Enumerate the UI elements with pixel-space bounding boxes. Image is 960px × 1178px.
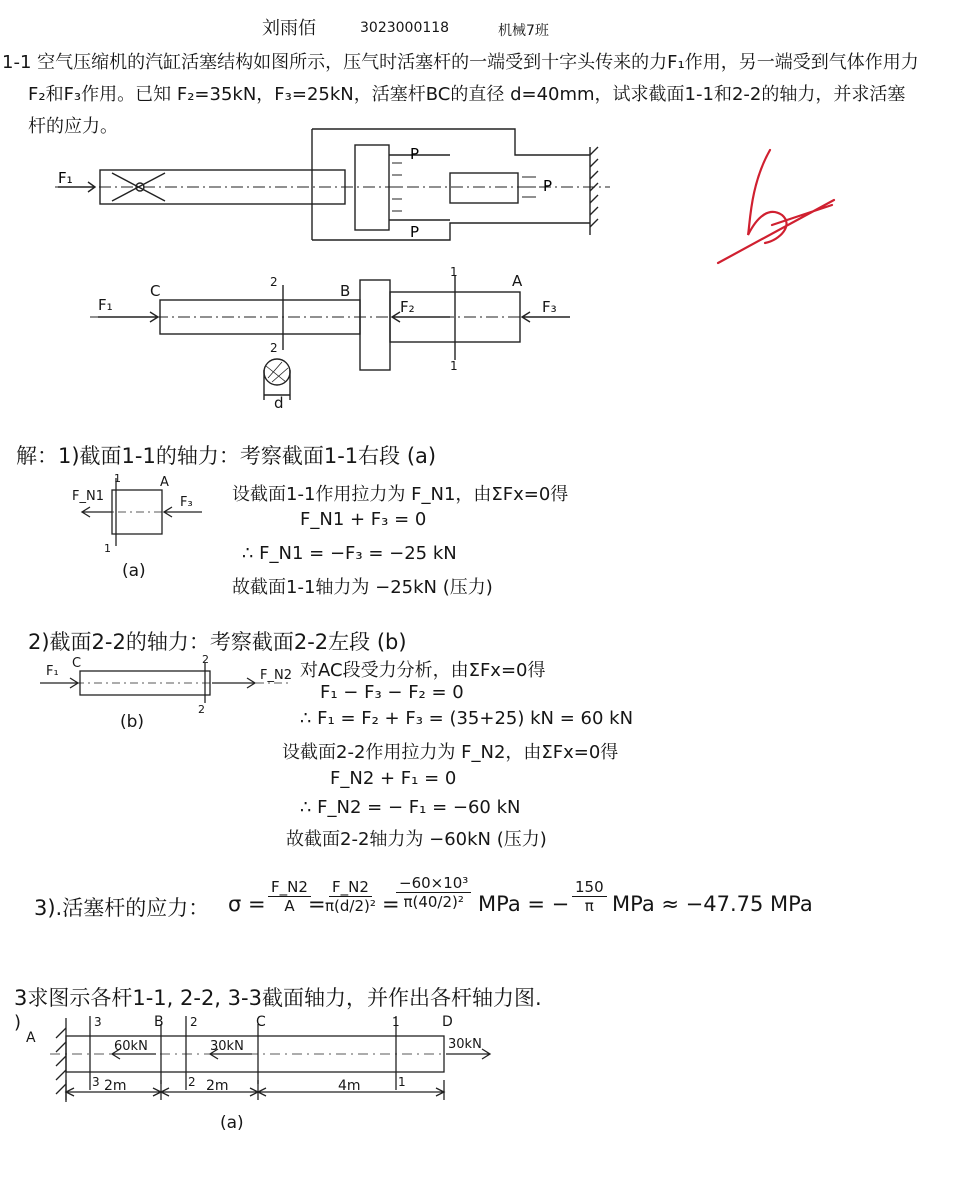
p3-sec-1-bottom: 1 — [398, 1075, 406, 1089]
fba-fn1: F_N1 — [72, 489, 104, 504]
stress-frac-2 — [322, 878, 379, 915]
cylinder-figure — [50, 125, 620, 250]
p3-len-ab: 2m — [104, 1078, 127, 1094]
solution-1-line1: 设截面1-1作用拉力为 F_N1，由ΣFx=0得 — [232, 484, 569, 505]
stress-frac-1 — [268, 878, 311, 915]
stress-eq-1: = — [308, 892, 326, 916]
fba-f3: F₃ — [180, 495, 193, 510]
rod-section-1-top: 1 — [450, 265, 458, 279]
fba-a: A — [160, 475, 169, 490]
fba-sec-bottom: 1 — [104, 542, 111, 555]
p3-sec-3-top: 3 — [94, 1015, 102, 1029]
solution-3-heading: 3).活塞杆的应力： — [34, 896, 210, 920]
solution-1-conclusion: 故截面1-1轴力为 −25kN (压力) — [232, 577, 493, 598]
fba-label: (a) — [122, 561, 146, 581]
problem-1-line-1 — [2, 48, 919, 74]
fbb-label: (b) — [120, 712, 145, 732]
free-body-b — [40, 655, 300, 735]
rod-label-a: A — [512, 272, 523, 290]
fbb-fn2: F_N2 — [260, 668, 292, 683]
p3-load-30b: 30kN — [448, 1037, 482, 1052]
fbb-c: C — [72, 656, 82, 671]
p3-sec-2-bottom: 2 — [188, 1075, 196, 1089]
p3-len-bc: 2m — [206, 1078, 229, 1094]
student-id: 3023000118 — [360, 20, 450, 36]
solution-2-eq1: F₁ − F₃ − F₂ = 0 — [320, 682, 464, 703]
problem-number: 1-1 — [2, 52, 32, 73]
stress-frac-4-num: 150 — [572, 878, 607, 897]
solution-2-line1: 对AC段受力分析，由ΣFx=0得 — [300, 660, 546, 681]
rod-section-2-top: 2 — [270, 275, 278, 289]
fig-p-label-top: P — [410, 145, 420, 163]
stress-frac-3 — [396, 874, 471, 911]
stress-sigma: σ = — [228, 892, 266, 916]
stress-frac-1-den: A — [284, 897, 295, 915]
stress-frac-3-num: −60×10³ — [396, 874, 471, 893]
stress-frac-2-num: F_N2 — [329, 878, 372, 897]
p3-load-60: 60kN — [114, 1039, 148, 1054]
rod-label-f3: F₃ — [542, 298, 557, 316]
fbb-f1: F₁ — [46, 664, 59, 679]
solution-2-heading: 2)截面2-2的轴力：考察截面2-2左段 (b) — [28, 630, 407, 654]
stress-frac-2-den: π(d/2)² — [325, 897, 376, 915]
problem-1-line-3: 杆的应力。 — [28, 116, 118, 137]
fig-p-label-bottom: P — [410, 223, 420, 241]
problem-3-heading: 3求图示各杆1-1, 2-2, 3-3截面轴力，并作出各杆轴力图. — [14, 986, 542, 1010]
fba-sec-top: 1 — [114, 472, 121, 485]
solution-2-eq3: F_N2 + F₁ = 0 — [330, 768, 457, 789]
solution-1-eq1: F_N1 + F₃ = 0 — [300, 509, 427, 530]
stress-mid-unit: MPa = − — [478, 892, 570, 916]
stress-eq-2: = — [382, 892, 400, 916]
fbb-sec-bottom: 2 — [198, 703, 205, 716]
solution-2-eq4: ∴ F_N2 = − F₁ = −60 kN — [300, 797, 521, 818]
rod-label-b: B — [340, 282, 351, 300]
p3-label-a: A — [26, 1030, 36, 1046]
rod-section-1-bottom: 1 — [450, 359, 458, 373]
p3-sec-1-top: 1 — [392, 1015, 400, 1029]
problem-3-figure — [20, 1010, 500, 1140]
rod-figure — [90, 265, 580, 420]
rod-diameter-label: d — [274, 394, 284, 412]
problem-1-line-2: F₂和F₃作用。已知 F₂=35kN，F₃=25kN，活塞杆BC的直径 d=40mm，试求截面1-1和2-2的轴力，并求活塞 — [28, 84, 906, 105]
p3-len-cd: 4m — [338, 1078, 361, 1094]
solution-1-eq2: ∴ F_N1 = −F₃ = −25 kN — [242, 543, 457, 564]
problem-3-paren: ) — [14, 1012, 22, 1033]
p3-label-d: D — [442, 1014, 453, 1030]
free-body-a — [72, 470, 212, 580]
stress-frac-4 — [572, 878, 607, 915]
class-label: 机械7班 — [498, 23, 549, 39]
rod-label-f1: F₁ — [98, 296, 113, 314]
solution-1-heading: 解：1)截面1-1的轴力：考察截面1-1右段 (a) — [16, 444, 437, 468]
problem-text-1: 空气压缩机的汽缸活塞结构如图所示，压气时活塞杆的一端受到十字头传来的力F₁作用，另一端受到气体作用力 — [37, 52, 919, 73]
grade-mark — [710, 145, 840, 265]
p3-fig-label: (a) — [220, 1113, 244, 1133]
rod-label-c: C — [150, 282, 161, 300]
fig-f1-label: F₁ — [58, 169, 73, 187]
p3-load-30a: 30kN — [210, 1039, 244, 1054]
p3-label-c: C — [256, 1014, 266, 1030]
solution-2-line2: 设截面2-2作用拉力为 F_N2，由ΣFx=0得 — [282, 742, 619, 763]
stress-result: MPa ≈ −47.75 MPa — [612, 892, 813, 916]
p3-label-b: B — [154, 1014, 164, 1030]
stress-frac-4-den: π — [584, 897, 594, 915]
p3-sec-3-bottom: 3 — [92, 1075, 100, 1089]
solution-2-eq2: ∴ F₁ = F₂ + F₃ = (35+25) kN = 60 kN — [300, 708, 634, 729]
solution-2-conclusion: 故截面2-2轴力为 −60kN (压力) — [286, 829, 547, 850]
fig-p-label-right: P — [543, 177, 553, 195]
fbb-sec-top: 2 — [202, 653, 209, 666]
stress-frac-3-den: π(40/2)² — [403, 893, 464, 911]
student-name: 刘雨佰 — [262, 18, 316, 39]
rod-label-f2: F₂ — [400, 298, 415, 316]
rod-section-2-bottom: 2 — [270, 341, 278, 355]
stress-frac-1-num: F_N2 — [268, 878, 311, 897]
p3-sec-2-top: 2 — [190, 1015, 198, 1029]
